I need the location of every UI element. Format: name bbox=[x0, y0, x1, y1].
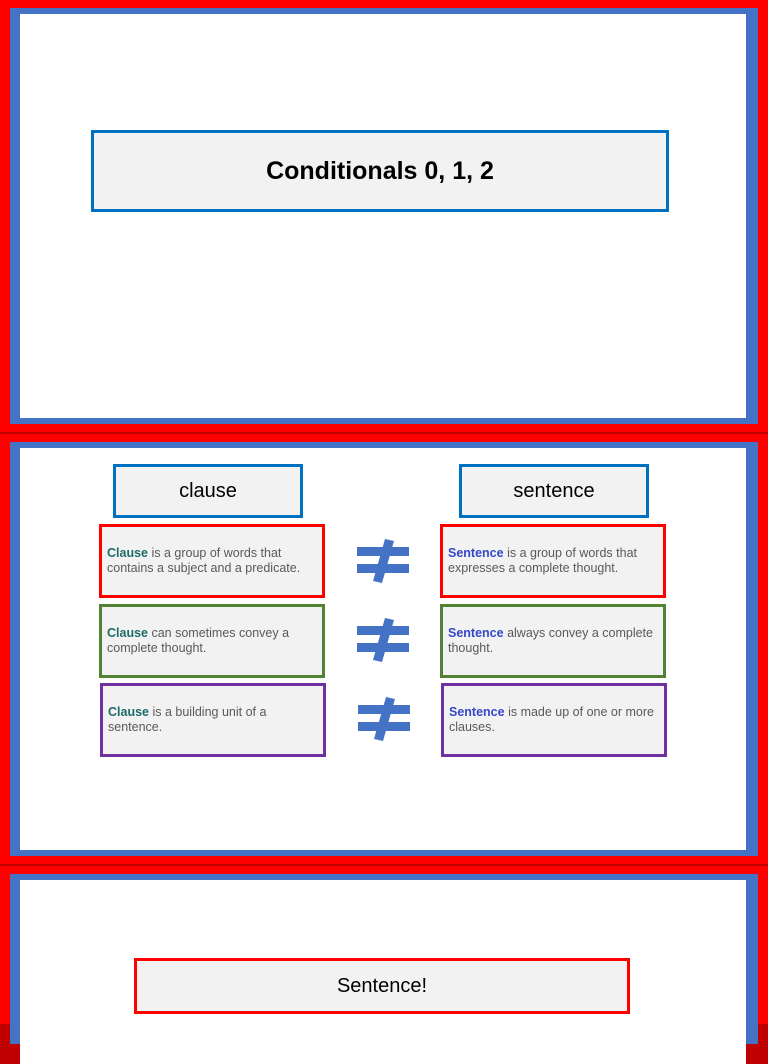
slide-3 bbox=[0, 866, 768, 1024]
sentence-definition-1: Sentence is a group of words that expresses a complete thought. bbox=[440, 524, 666, 598]
clause-definition-2: Clause can sometimes convey a complete thought. bbox=[99, 604, 325, 678]
sentence-header: sentence bbox=[459, 464, 649, 518]
clause-definition-3: Clause is a building unit of a sentence. bbox=[100, 683, 326, 757]
slide-title-box bbox=[91, 130, 669, 212]
not-equal-icon bbox=[355, 539, 413, 583]
sentence-definition-3: Sentence is made up of one or more clauses. bbox=[441, 683, 667, 757]
sentence-title: Sentence! bbox=[336, 974, 428, 997]
slide-1 bbox=[0, 0, 768, 432]
slide-title: Conditionals 0, 1, 2 bbox=[266, 156, 494, 185]
sentence-definition-2: Sentence always convey a complete thought. bbox=[440, 604, 666, 678]
clause-definition-1: Clause is a group of words that contains a subject and a predicate. bbox=[99, 524, 325, 598]
sentence-title-box bbox=[134, 958, 630, 1014]
slide-2 bbox=[0, 434, 768, 864]
not-equal-icon bbox=[355, 618, 413, 662]
clause-header: clause bbox=[113, 464, 303, 518]
not-equal-icon bbox=[356, 697, 414, 741]
